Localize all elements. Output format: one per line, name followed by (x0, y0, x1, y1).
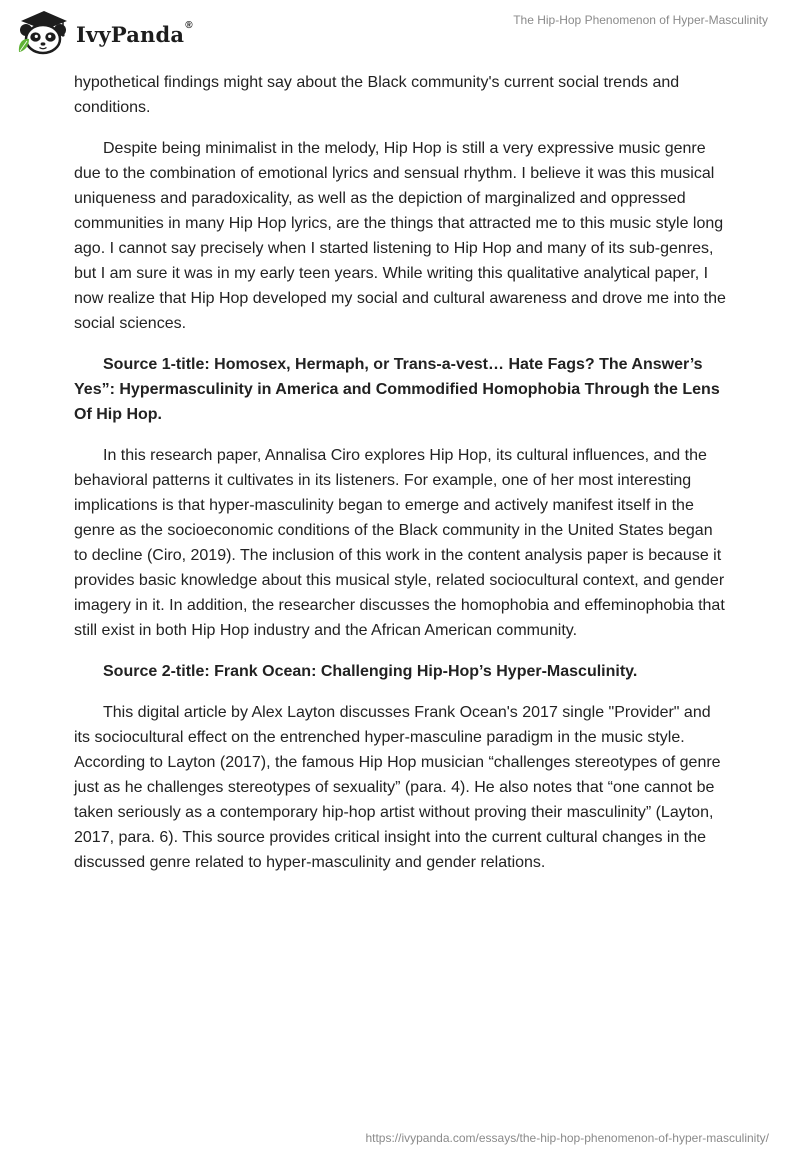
page-header (0, 0, 800, 72)
brand-name (76, 19, 193, 47)
brand-logo[interactable] (14, 8, 193, 58)
paragraph-source-1-summary: In this research paper, Annalisa Ciro explores Hip Hop, its cultural influences, and the behavioral patterns it cultivates in its listeners. For example, one of her most interesting implications is that hyper-masculinity began to emerge and actively manifest itself in the genre as the socioeconomic conditions of the Black community in the United States began to decline (Ciro, 2019). The inclusion of this work in the content analysis paper is because it provides basic knowledge about this musical style, related sociocultural context, and gender imagery in it. In addition, the researcher discusses the homophobia and effeminophobia that still exist in both Hip Hop industry and the African American community. (74, 447, 725, 639)
registered-mark: ® (185, 19, 193, 31)
essay-body (74, 70, 726, 891)
panda-logo-icon (14, 8, 72, 58)
brand-name-text: IvyPanda (76, 21, 185, 47)
source-2-heading: Source 2-title: Frank Ocean: Challenging Hip-Hop’s Hyper-Masculinity. (103, 663, 638, 680)
paragraph-source-2-summary: This digital article by Alex Layton discusses Frank Ocean's 2017 single "Provider" and its sociocultural effect on the entrenched hyper-masculine paradigm in the music style. According to Layton (2017), the famous Hip Hop musician “challenges stereotypes of genre just as he challenges stereotypes of sexuality” (para. 4). He also notes that “one cannot be taken seriously as a contemporary hip-hop artist without proving their masculinity” (Layton, 2017, para. 6). This source provides critical insight into the current cultural changes in the discussed genre related to hyper-masculinity and gender relations. (74, 704, 721, 871)
source-1-heading: Source 1-title: Homosex, Hermaph, or Trans-a-vest… Hate Fags? The Answer’s Yes”: Hypermasculinity in America and Commodified Homophobia Through the Lens Of Hip Hop. (74, 356, 720, 423)
document-title: The Hip-Hop Phenomenon of Hyper-Masculinity (513, 13, 768, 27)
paragraph-personal-interest: Despite being minimalist in the melody, Hip Hop is still a very expressive music genre due to the combination of emotional lyrics and sensual rhythm. I believe it was this musical uniqueness and paradoxicality, as well as the depiction of marginalized and oppressed communities in many Hip Hop lyrics, are the things that attracted me to this music style long ago. I cannot say precisely when I started listening to Hip Hop and many of its sub-genres, but I am sure it was in my early teen years. While writing this qualitative analytical paper, I now realize that Hip Hop developed my social and cultural awareness and drove me into the social sciences. (74, 140, 726, 332)
paragraph-continuation: hypothetical findings might say about the Black community's current social trends and conditions. (74, 74, 680, 116)
source-url[interactable]: https://ivypanda.com/essays/the-hip-hop-phenomenon-of-hyper-masculinity/ (365, 1131, 769, 1145)
